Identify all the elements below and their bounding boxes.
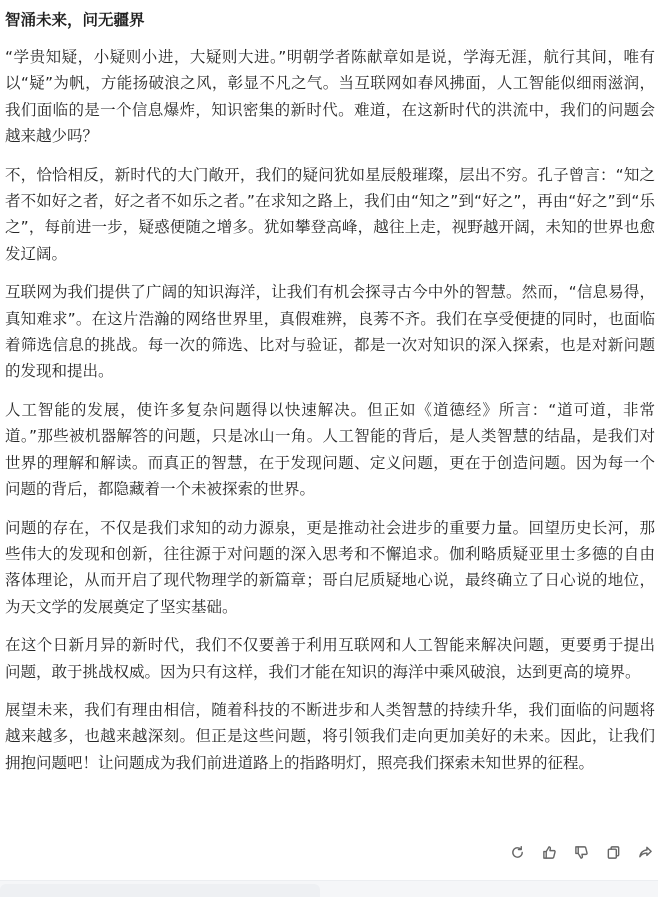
- article-paragraph: 不，恰恰相反，新时代的大门敞开，我们的疑问犹如星辰般璀璨，层出不穷。孔子曾言：“知之者不如好之者，好之者不如乐之者。”在求知之路上，我们由“知之”到“好之”，再由“好之”到“乐之”，每前进一步，疑惑便随之增多。犹如攀登高峰，越往上走，视野越开阔，未知的世界也愈发辽阔。: [5, 165, 655, 263]
- message-actions: [508, 841, 654, 863]
- article-paragraph: “学贵知疑，小疑则小进，大疑则大进。”明朝学者陈献章如是说，学海无涯，航行其间，唯有以“疑”为帆，方能扬破浪之风，彰显不凡之气。当互联网如春风拂面，人工智能似细雨滋润，我们面临的是一个信息爆炸，知识密集的新时代。难道，在这新时代的洪流中，我们的问题会越来越少吗？: [5, 48, 655, 146]
- regenerate-button[interactable]: [508, 843, 526, 861]
- share-icon: [638, 845, 653, 860]
- article-paragraph: 问题的存在，不仅是我们求知的动力源泉，更是推动社会进步的重要力量。回望历史长河，那些伟大的发现和创新，往往源于对问题的深入思考和不懈追求。伽利略质疑亚里士多德的自由落体理论，从而开启了现代物理学的新篇章；哥白尼质疑地心说，最终确立了日心说的地位，为天文学的发展奠定了坚实基础。: [5, 518, 655, 616]
- share-button[interactable]: [636, 843, 654, 861]
- copy-icon: [606, 845, 621, 860]
- thumbs-up-icon: [542, 845, 557, 860]
- article-title: 智涌未来，问无疆界: [5, 11, 145, 29]
- article-paragraph: 互联网为我们提供了广阔的知识海洋，让我们有机会探寻古今中外的智慧。然而，“信息易得，真知难求”。在这片浩瀚的网络世界里，真假难辨，良莠不齐。我们在享受便捷的同时，也面临着筛选信息的挑战。每一次的筛选、比对与验证，都是一次对知识的深入探索，也是对新问题的发现和提出。: [5, 283, 655, 381]
- chat-input-area: [0, 880, 658, 897]
- chat-input-box[interactable]: [0, 884, 320, 897]
- article-paragraph: 在这个日新月异的新时代，我们不仅要善于利用互联网和人工智能来解决问题，更要勇于提出问题，敢于挑战权威。因为只有这样，我们才能在知识的海洋中乘风破浪，达到更高的境界。: [5, 636, 655, 681]
- thumbs-down-icon: [574, 845, 589, 860]
- article-paragraph: 人工智能的发展，使许多复杂问题得以快速解决。但正如《道德经》所言：“道可道，非常道。”那些被机器解答的问题，只是冰山一角。人工智能的背后，是人类智慧的结晶，是我们对世界的理解和解读。而真正的智慧，在于发现问题、定义问题，更在于创造问题。因为每一个问题的背后，都隐藏着一个未被探索的世界。: [5, 400, 655, 499]
- regenerate-icon: [510, 845, 525, 860]
- message-content: [5, 0, 655, 788]
- copy-button[interactable]: [604, 843, 622, 861]
- article-paragraph: 展望未来，我们有理由相信，随着科技的不断进步和人类智慧的持续升华，我们面临的问题将越来越多，也越来越深刻。但正是这些问题，将引领我们走向更加美好的未来。因此，让我们拥抱问题吧！让问题成为我们前进道路上的指路明灯，照亮我们探索未知世界的征程。: [5, 700, 655, 772]
- like-button[interactable]: [540, 843, 558, 861]
- dislike-button[interactable]: [572, 843, 590, 861]
